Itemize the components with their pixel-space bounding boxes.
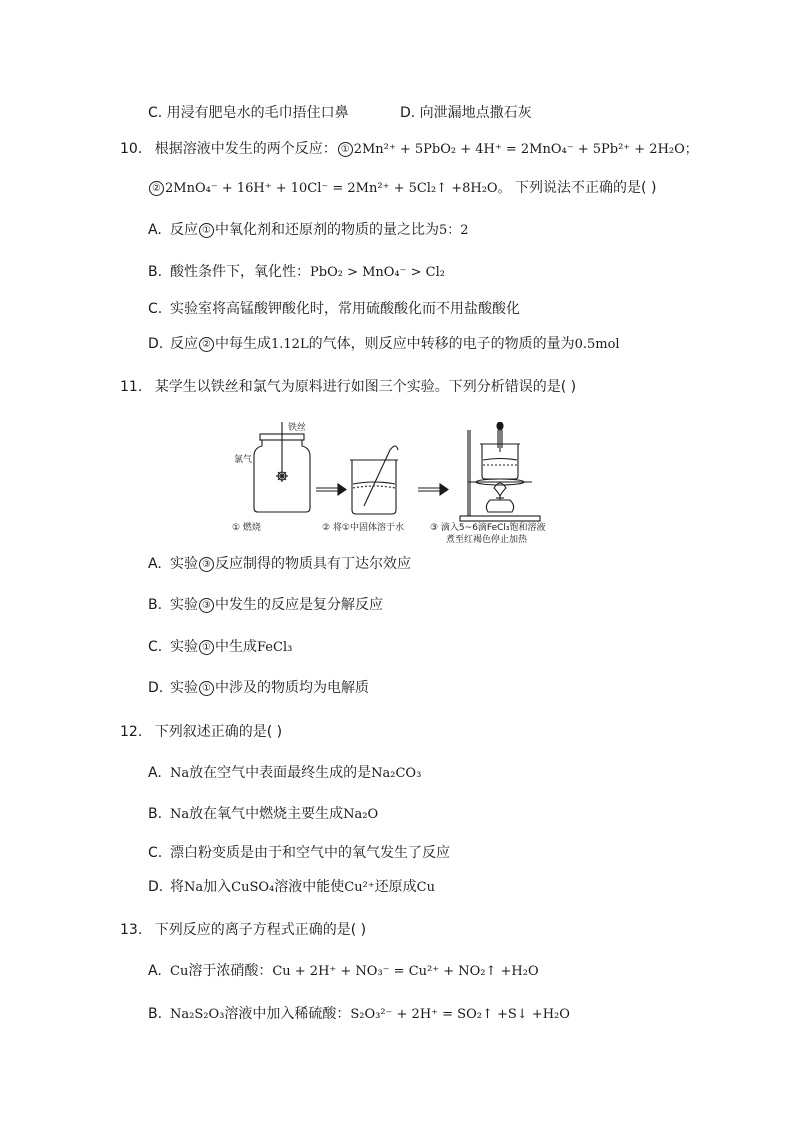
option-text: 加入 bbox=[203, 879, 232, 895]
option-text: 实验 bbox=[170, 639, 198, 655]
option-letter: A. bbox=[148, 222, 162, 238]
option-text: 反应 bbox=[170, 222, 198, 238]
question-number: 10. bbox=[120, 141, 143, 157]
option-math: Cu²⁺ bbox=[344, 880, 375, 895]
option-math: Na₂O bbox=[343, 807, 379, 822]
question-number: 13. bbox=[120, 922, 143, 938]
option-text: 反应制得的物质具有丁达尔效应 bbox=[215, 556, 411, 572]
option-letter: C. bbox=[148, 845, 163, 861]
q12-stem bbox=[120, 722, 282, 742]
q12-option-a[interactable] bbox=[148, 763, 421, 784]
option-math: Na bbox=[170, 766, 190, 781]
option-math: 0.5mol bbox=[574, 337, 620, 352]
q11-option-b[interactable] bbox=[148, 595, 383, 615]
q12-option-b[interactable] bbox=[148, 804, 378, 825]
option-letter: B. bbox=[148, 1006, 163, 1022]
q10-equation-1: 2Mn²⁺ + 5PbO₂ + 4H⁺ = 2MnO₄⁻ + 5Pb²⁺ + 2H₂O； bbox=[353, 142, 698, 157]
option-text: 将 bbox=[170, 879, 184, 895]
option-text: 的气体，则反应中转移的电子的物质的量为 bbox=[308, 336, 575, 352]
option-text: 溶液中能使 bbox=[274, 879, 345, 895]
option-math: Na bbox=[170, 807, 190, 822]
option-text: 实验 bbox=[170, 597, 198, 613]
q10-equation-2: 2MnO₄⁻ + 16H⁺ + 10Cl⁻ = 2Mn²⁺ + 5Cl₂↑ +8H₂O。 bbox=[165, 181, 511, 196]
option-text: 溶于浓硝酸： bbox=[188, 963, 273, 979]
option-text: 漂白粉变质是由于和空气中的氧气发生了反应 bbox=[170, 845, 450, 861]
option-math: 1.12L bbox=[271, 337, 309, 352]
q10-stem-question: 下列说法不正确的是 bbox=[515, 180, 642, 196]
q10-option-d[interactable] bbox=[148, 334, 620, 355]
option-letter: D. bbox=[148, 680, 164, 696]
q13-stem bbox=[120, 920, 366, 940]
q10-option-b[interactable] bbox=[148, 262, 445, 283]
option-letter: A. bbox=[148, 556, 162, 572]
answer-blank[interactable]: ( ) bbox=[641, 180, 657, 196]
option-letter: B. bbox=[148, 264, 163, 280]
q10-option-c[interactable] bbox=[148, 299, 520, 319]
option-text: 放在氧气中燃烧主要生成 bbox=[189, 806, 344, 822]
option-math: FeCl₃ bbox=[257, 640, 293, 655]
option-equation: Cu + 2H⁺ + NO₃⁻ = Cu²⁺ + NO₂↑ +H₂O bbox=[272, 964, 539, 979]
option-text: 中每生成 bbox=[215, 336, 271, 352]
option-letter: A. bbox=[148, 765, 162, 781]
answer-blank[interactable]: ( ) bbox=[350, 922, 367, 938]
option-text: 溶液中加入稀硫酸： bbox=[224, 1006, 351, 1022]
circled-number: ③ bbox=[199, 598, 214, 613]
option-text: 实验 bbox=[170, 556, 198, 572]
arrow-right-icon bbox=[316, 484, 346, 495]
figure-caption-1: ① 燃烧 bbox=[232, 523, 261, 533]
q13-stem-text: 下列反应的离子方程式正确的是 bbox=[154, 922, 351, 938]
option-math: Na bbox=[184, 880, 204, 895]
q10-stem-line1 bbox=[120, 139, 698, 160]
option-math: PbO₂ > MnO₄⁻ > Cl₂ bbox=[310, 265, 445, 280]
q11-option-d[interactable] bbox=[148, 678, 369, 698]
alcohol-lamp-icon bbox=[486, 483, 513, 512]
option-letter: D. bbox=[148, 336, 164, 352]
option-math: Na₂S₂O₃ bbox=[170, 1007, 225, 1022]
circled-number: ① bbox=[338, 142, 353, 157]
q12-stem-text: 下列叙述正确的是 bbox=[154, 724, 267, 740]
option-math: Cu bbox=[416, 880, 435, 895]
q13-option-a[interactable] bbox=[148, 961, 539, 982]
q12-option-d[interactable] bbox=[148, 877, 435, 898]
q9-option-c: C. 用浸有肥皂水的毛巾捂住口鼻 bbox=[148, 105, 349, 121]
option-text: 反应 bbox=[170, 336, 198, 352]
q12-option-c[interactable] bbox=[148, 843, 450, 863]
option-math: 5：2 bbox=[439, 223, 469, 238]
option-text: 中氧化剂和还原剂的物质的量之比为 bbox=[215, 222, 439, 238]
option-text: 中生成 bbox=[215, 639, 257, 655]
q10-stem-line2 bbox=[148, 178, 656, 199]
q9-option-d: D. 向泄漏地点撒石灰 bbox=[400, 105, 532, 121]
gas-bottle-icon bbox=[254, 422, 310, 512]
answer-blank[interactable]: ( ) bbox=[266, 724, 283, 740]
figure-label-iron: 铁丝 bbox=[288, 423, 307, 433]
option-text: 中发生的反应是复分解反应 bbox=[215, 597, 383, 613]
option-text: 放在空气中表面最终生成的是 bbox=[189, 765, 372, 781]
figure-label-chlorine: 氯气 bbox=[234, 455, 253, 465]
figure-caption-3b: 煮至红褐色停止加热 bbox=[446, 535, 528, 544]
circled-number: ① bbox=[199, 681, 214, 696]
question-number: 12. bbox=[120, 724, 143, 740]
option-letter: B. bbox=[148, 597, 163, 613]
option-text: 还原成 bbox=[374, 879, 417, 895]
option-letter: C. bbox=[148, 639, 163, 655]
option-math: CuSO₄ bbox=[231, 880, 275, 895]
q10-stem: 根据溶液中发生的两个反应： bbox=[154, 141, 337, 157]
q13-option-b[interactable] bbox=[148, 1004, 570, 1025]
circled-number: ① bbox=[199, 640, 214, 655]
q11-stem bbox=[120, 377, 576, 397]
option-text: 酸性条件下，氧化性： bbox=[170, 264, 310, 280]
figure-caption-2: ② 将①中固体溶于水 bbox=[322, 523, 404, 533]
option-letter: B. bbox=[148, 806, 163, 822]
arrow-right-icon bbox=[418, 484, 448, 495]
option-letter: A. bbox=[148, 963, 162, 979]
option-math: Cu bbox=[170, 964, 189, 979]
q11-stem-text: 某学生以铁丝和氯气为原料进行如图三个实验。下列分析错误的是 bbox=[154, 379, 561, 395]
circled-number: ③ bbox=[199, 557, 214, 572]
option-text: 中涉及的物质均为电解质 bbox=[215, 680, 369, 696]
answer-blank[interactable]: ( ) bbox=[560, 379, 577, 395]
option-letter: D. bbox=[148, 879, 164, 895]
q11-option-a[interactable] bbox=[148, 554, 411, 574]
option-letter: C. bbox=[148, 301, 163, 317]
beaker-icon bbox=[350, 446, 398, 514]
option-text: 实验室将高锰酸钾酸化时，常用硫酸酸化而不用盐酸酸化 bbox=[170, 301, 520, 317]
question-number: 11. bbox=[120, 379, 143, 395]
circled-number: ② bbox=[199, 337, 214, 352]
q11-experiment-figure bbox=[232, 422, 562, 544]
option-text: 实验 bbox=[170, 680, 198, 696]
option-equation: S₂O₃²⁻ + 2H⁺ = SO₂↑ +S↓ +H₂O bbox=[350, 1007, 570, 1022]
q11-option-c[interactable] bbox=[148, 637, 292, 658]
figure-caption-3a: ③ 滴入5~6滴FeCl₃饱和溶液 bbox=[430, 523, 546, 533]
q10-option-a[interactable] bbox=[148, 220, 469, 241]
option-math: Na₂CO₃ bbox=[371, 766, 422, 781]
dropper-icon bbox=[497, 422, 503, 452]
circled-number: ② bbox=[149, 181, 164, 196]
circled-number: ① bbox=[199, 223, 214, 238]
